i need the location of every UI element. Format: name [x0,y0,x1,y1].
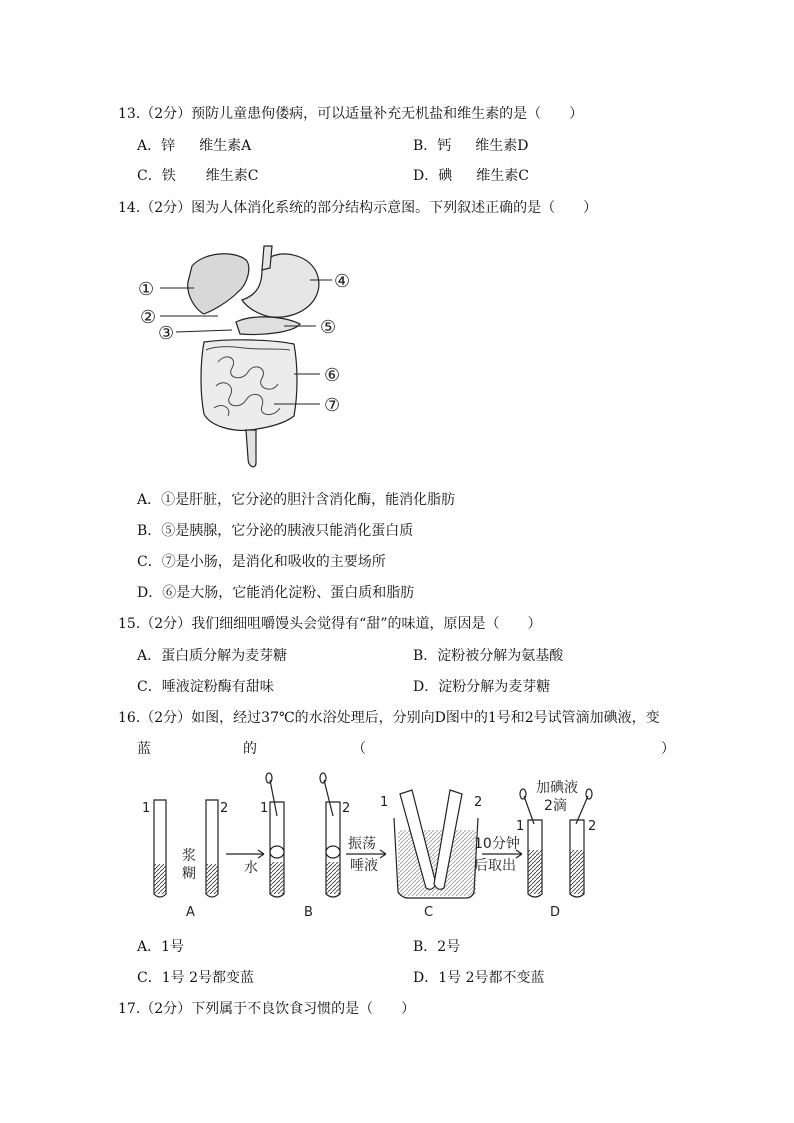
option-text: 锌 [161,138,176,154]
tube-label-2b: 2 [342,801,351,816]
option-text: 淀粉被分解为氨基酸 [437,648,564,664]
label-5: ⑤ [320,317,337,338]
q13-option-d[interactable] [413,165,529,185]
tube-label-1d: 1 [516,819,525,834]
panel-label-d: D [550,905,561,920]
q16-option-b[interactable] [413,936,460,956]
label-1: ① [138,279,155,300]
tube-label-2c: 2 [474,795,483,810]
option-letter: C． [137,679,162,695]
tube-label-1c: 1 [380,795,389,810]
option-letter: A． [137,492,162,508]
panel-label-a: A [186,905,195,920]
q16-stem-line2-a: 蓝 [137,741,151,757]
option-text-2: 维生素C [476,168,529,184]
option-letter: D． [413,168,439,184]
panel-label-b: B [304,905,313,920]
option-letter: D． [413,970,439,986]
q14-option-c[interactable] [137,551,386,571]
digestive-system-diagram [134,244,364,476]
q13-option-c[interactable] [137,165,258,185]
option-text-2: 维生素D [475,138,529,154]
question-15-stem: 15.（2分）我们细细咀嚼馒头会觉得有“甜”的味道，原因是（ ） [118,616,542,632]
tube-label-1b: 1 [260,801,269,816]
option-text: 钙 [437,138,452,154]
option-text: 1号 [161,939,185,955]
q16-stem-line2-b: 的 [243,741,257,757]
q16-stem-line2-d: ） [661,741,675,757]
panel-label-c: C [424,905,434,920]
option-letter: B． [137,523,162,539]
option-letter: B． [413,648,438,664]
option-text: 铁 [161,168,176,184]
option-letter: C． [137,554,162,570]
q16-option-a[interactable] [137,936,184,956]
tube-label-2: 2 [220,801,229,816]
test-tube-experiment-diagram [140,772,610,924]
iodine-label-1: 加碘液 [536,780,578,796]
time-label-1: 10分钟 [474,836,520,852]
option-letter: A． [137,648,162,664]
q13-option-a[interactable] [137,135,251,155]
question-17-stem: 17.（2分）下列属于不良饮食习惯的是（ ） [118,1001,416,1017]
paste-label-2: 糊 [182,866,196,882]
question-16-stem: 16.（2分）如图，经过37℃的水浴处理后，分别向D图中的1号和2号试管滴加碘液，变 [118,710,660,726]
option-letter: D． [137,585,163,601]
q15-option-c[interactable] [137,676,274,696]
tube-label-1: 1 [142,801,151,816]
option-letter: C． [137,970,162,986]
tube-label-2d: 2 [588,819,597,834]
option-text-2: 维生素C [205,168,259,184]
option-letter: D． [413,679,439,695]
iodine-label-2: 2滴 [544,798,567,814]
option-text: ⑥是大肠，它能消化淀粉、蛋白质和脂肪 [162,585,415,601]
option-letter: C． [137,168,162,184]
q15-option-d[interactable] [413,676,550,696]
label-4: ④ [334,271,351,292]
option-text: 1号 2号都变蓝 [161,970,254,986]
paste-label-1: 浆 [182,848,196,864]
q16-option-d[interactable] [413,967,545,987]
q13-option-b[interactable] [413,135,529,155]
option-text: ⑦是小肠，是消化和吸收的主要场所 [161,554,386,570]
label-7: ⑦ [324,395,341,416]
option-text: 唾液淀粉酶有甜味 [161,679,274,695]
q16-stem-line2-c: （ [352,741,366,757]
option-letter: A． [137,138,162,154]
question-13-stem: 13.（2分）预防儿童患佝偻病，可以适量补充无机盐和维生素的是（ ） [118,106,584,122]
option-text: ①是肝脏，它分泌的胆汁含消化酶，能消化脂肪 [161,492,456,508]
q16-option-c[interactable] [137,967,254,987]
question-14-stem: 14.（2分）图为人体消化系统的部分结构示意图。下列叙述正确的是（ ） [118,200,598,216]
option-text: ⑤是胰腺，它分泌的胰液只能消化蛋白质 [161,523,414,539]
saliva-label: 唾液 [350,858,378,874]
q14-option-d[interactable] [137,582,414,602]
option-text: 淀粉分解为麦芽糖 [438,679,551,695]
q15-option-a[interactable] [137,645,287,665]
option-letter: A． [137,939,162,955]
option-letter: B． [413,939,438,955]
q15-option-b[interactable] [413,645,563,665]
option-text: 2号 [437,939,461,955]
q14-option-b[interactable] [137,520,413,540]
option-text-2: 维生素A [199,138,252,154]
water-label: 水 [244,860,258,876]
option-text: 蛋白质分解为麦芽糖 [161,648,288,664]
option-letter: B． [413,138,438,154]
option-text: 碘 [438,168,453,184]
label-6: ⑥ [324,365,341,386]
label-3: ③ [158,323,175,344]
time-label-2: 后取出 [474,858,516,874]
option-text: 1号 2号都不变蓝 [438,970,545,986]
q14-option-a[interactable] [137,489,455,509]
label-2: ② [140,307,157,328]
shake-label: 振荡 [348,836,376,852]
